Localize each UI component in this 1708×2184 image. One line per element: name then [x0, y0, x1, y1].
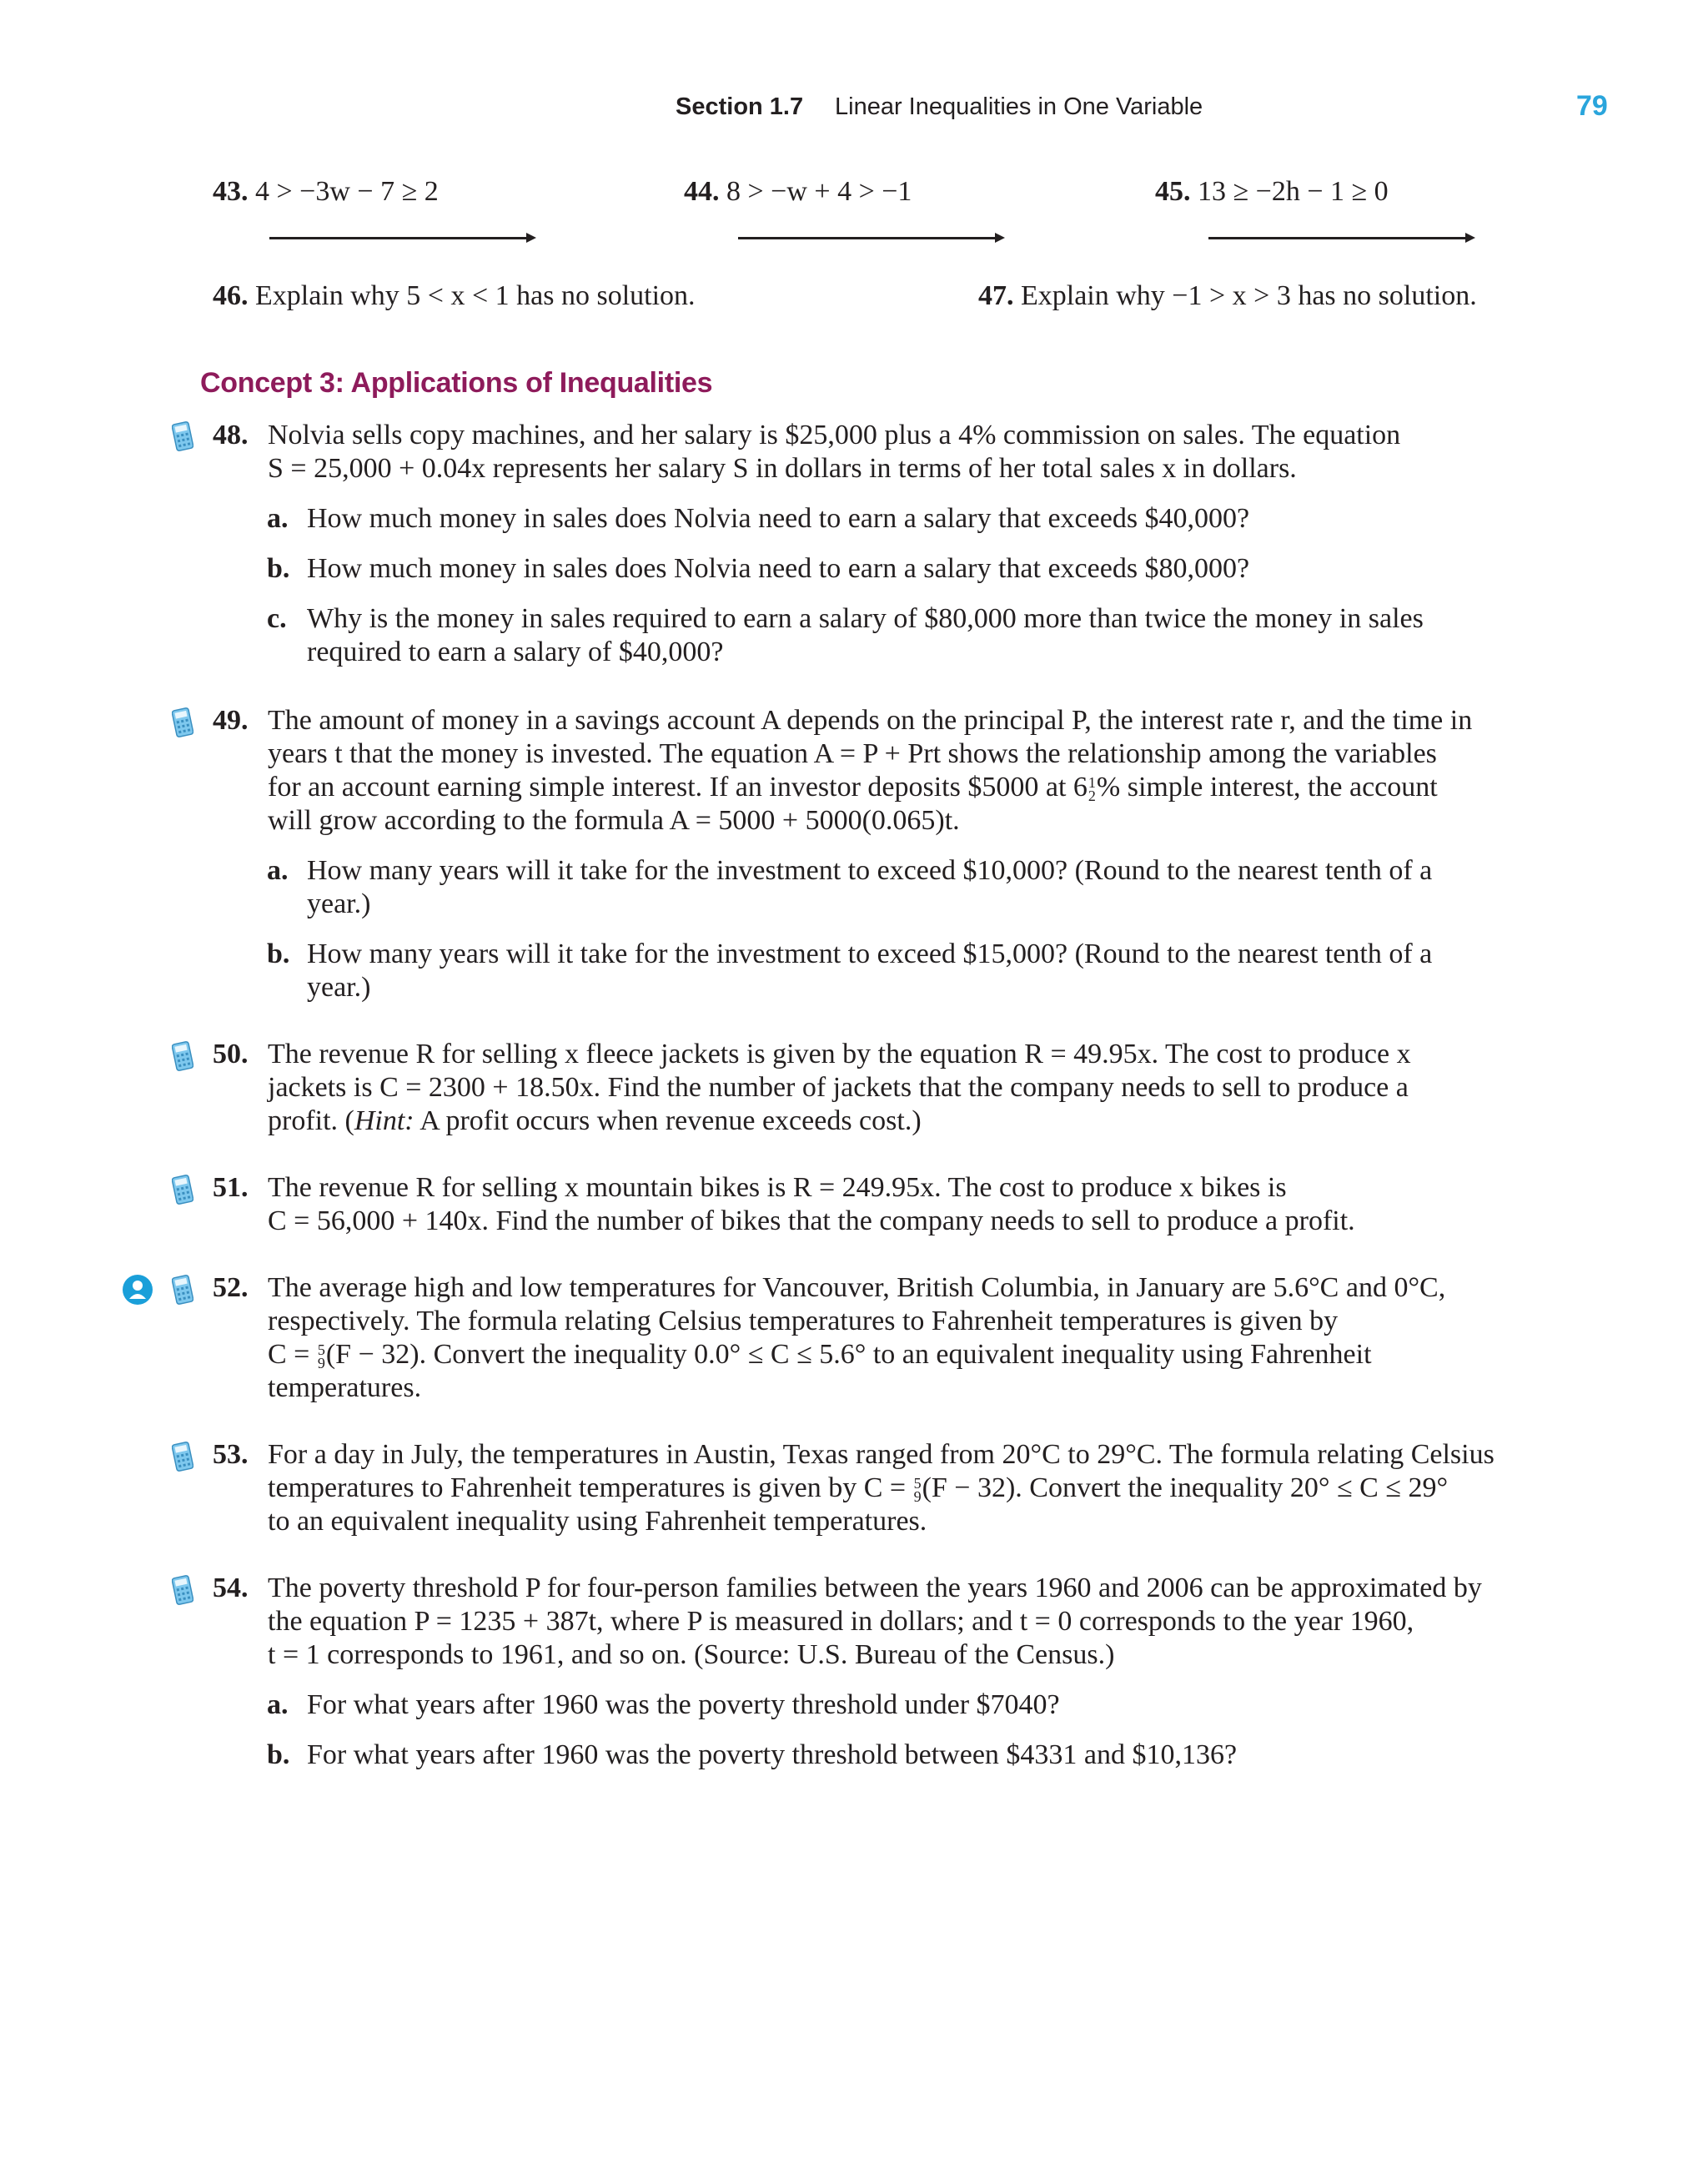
part-text: For what years after 1960 was the poverty threshold under $7040?: [307, 1689, 1060, 1720]
problem-number: 50.: [213, 1039, 249, 1069]
problem-number: 49.: [213, 705, 249, 736]
problem-text: respectively. The formula relating Celsius temperatures to Fahrenheit temperatures is given by: [268, 1306, 1339, 1336]
problem-text: profit. (: [268, 1105, 354, 1136]
part-text: How many years will it take for the investment to exceed $10,000? (Round to the nearest tenth of a: [307, 855, 1433, 886]
part-text: How much money in sales does Nolvia need to earn a salary that exceeds $80,000?: [307, 553, 1250, 584]
exercise-text: Explain why 5 < x < 1 has no solution.: [255, 280, 696, 311]
part-label: b.: [267, 1739, 290, 1770]
problem-text: The amount of money in a savings account A depends on the principal P, the interest rate r, and the time in: [268, 705, 1473, 736]
problem-text: C =: [268, 1339, 317, 1370]
part-text: How many years will it take for the investment to exceed $15,000? (Round to the nearest tenth of a: [307, 939, 1433, 969]
part-text: Why is the money in sales required to earn a salary of $80,000 more than twice the money in sales: [307, 603, 1424, 634]
problem-text: for an account earning simple interest. If an investor deposits $5000 at 6: [268, 772, 1088, 803]
exercise-expression: 4 > −3w − 7 ≥ 2: [255, 176, 439, 207]
problem-number: 51.: [213, 1172, 249, 1203]
problem-text: years t that the money is invested. The equation A = P + Prt shows the relationship among the variables: [268, 738, 1437, 769]
fraction: [318, 1343, 325, 1370]
problem-text: (F − 32). Convert the inequality 20° ≤ C ≤ 29°: [922, 1472, 1449, 1503]
exercise-45: [1155, 175, 1389, 209]
calculator-icon: [172, 421, 193, 451]
exercise-number: 45.: [1155, 176, 1191, 207]
problem-number: 52.: [213, 1272, 249, 1303]
problem-text: C = 56,000 + 140x. Find the number of bikes that the company needs to sell to produce a profit.: [268, 1205, 1355, 1236]
page-number: 79: [1576, 90, 1608, 122]
fraction-denominator: 9: [913, 1488, 922, 1506]
problem-48c: [267, 602, 1614, 669]
problem-text: jackets is C = 2300 + 18.50x. Find the number of jackets that the company needs to sell to produce a: [268, 1072, 1409, 1103]
problem-54: [213, 1572, 1614, 1672]
section-label: Section 1.7: [676, 93, 804, 120]
problem-49b: [267, 938, 1614, 1004]
problem-text: temperatures to Fahrenheit temperatures is given by C =: [268, 1472, 913, 1503]
calculator-icon: [172, 1575, 193, 1605]
part-label: a.: [267, 1689, 289, 1720]
problem-text: A profit occurs when revenue exceeds cost.): [414, 1105, 922, 1136]
hint-label: Hint:: [354, 1105, 414, 1136]
problem-text: S = 25,000 + 0.04x represents her salary S in dollars in terms of her total sales x in dollars.: [268, 453, 1297, 484]
problem-number: 48.: [213, 420, 249, 450]
problem-50: [213, 1038, 1614, 1138]
exercise-number: 47.: [978, 280, 1014, 311]
fraction: [913, 1475, 922, 1506]
exercise-expression: 8 > −w + 4 > −1: [726, 176, 912, 207]
exercise-number: 44.: [684, 176, 720, 207]
problem-54b: [267, 1739, 1614, 1772]
part-text: year.): [307, 972, 371, 1003]
part-text: How much money in sales does Nolvia need to earn a salary that exceeds $40,000?: [307, 503, 1250, 534]
exercise-43: [213, 175, 439, 209]
fraction: [1088, 776, 1096, 803]
problem-49a: [267, 854, 1614, 921]
problem-52: [213, 1271, 1614, 1405]
exercise-text: Explain why −1 > x > 3 has no solution.: [1021, 280, 1477, 311]
concept-heading: Concept 3: Applications of Inequalities: [200, 367, 713, 399]
problem-48: [213, 419, 1614, 486]
problem-54a: [267, 1688, 1614, 1722]
part-label: a.: [267, 503, 289, 534]
exercise-expression: 13 ≥ −2h − 1 ≥ 0: [1198, 176, 1389, 207]
part-label: b.: [267, 553, 290, 584]
exercise-number: 46.: [213, 280, 249, 311]
problem-text: Nolvia sells copy machines, and her salary is $25,000 plus a 4% commission on sales. The equation: [268, 420, 1401, 450]
problem-text: The revenue R for selling x mountain bikes is R = 249.95x. The cost to produce x bikes is: [268, 1172, 1287, 1203]
problem-text: % simple interest, the account: [1096, 772, 1438, 803]
exercise-47: [978, 279, 1477, 313]
problem-53: [213, 1438, 1614, 1538]
fraction-numerator: 5: [913, 1475, 922, 1492]
section-title: Linear Inequalities in One Variable: [835, 93, 1203, 120]
video-icon: [122, 1274, 153, 1306]
problem-text: t = 1 corresponds to 1961, and so on. (Source: U.S. Bureau of the Census.): [268, 1639, 1115, 1670]
part-label: b.: [267, 939, 290, 969]
calculator-icon: [172, 1041, 193, 1071]
problem-text: the equation P = 1235 + 387t, where P is measured in dollars; and t = 0 corresponds to the year 1960,: [268, 1606, 1414, 1637]
problem-text: The poverty threshold P for four-person families between the years 1960 and 2006 can be approximated by: [268, 1573, 1482, 1603]
exercise-number: 43.: [213, 176, 249, 207]
number-line: [738, 237, 998, 239]
calculator-icon: [172, 1275, 193, 1305]
part-text: required to earn a salary of $40,000?: [307, 637, 724, 667]
calculator-icon: [172, 1175, 193, 1205]
part-label: a.: [267, 855, 289, 886]
problem-text: temperatures.: [268, 1372, 422, 1403]
problem-49: [213, 704, 1614, 838]
problem-number: 53.: [213, 1439, 249, 1470]
problem-number: 54.: [213, 1573, 249, 1603]
number-line: [1208, 237, 1469, 239]
problem-text: The average high and low temperatures for Vancouver, British Columbia, in January are 5.6°C and 0°C,: [268, 1272, 1446, 1303]
fraction-numerator: 1: [1088, 774, 1096, 792]
fraction-denominator: 2: [1088, 788, 1096, 805]
problem-51: [213, 1171, 1614, 1238]
exercise-46: [213, 279, 696, 313]
problem-text: to an equivalent inequality using Fahrenheit temperatures.: [268, 1506, 927, 1537]
problem-48b: [267, 552, 1614, 586]
exercise-44: [684, 175, 912, 209]
calculator-icon: [172, 707, 193, 737]
calculator-icon: [172, 1442, 193, 1472]
part-text: year.): [307, 888, 371, 919]
problem-48a: [267, 502, 1614, 536]
problem-text: For a day in July, the temperatures in Austin, Texas ranged from 20°C to 29°C. The formula relating Celsius: [268, 1439, 1494, 1470]
problem-text: will grow according to the formula A = 5000 + 5000(0.065)t.: [268, 805, 960, 836]
part-text: For what years after 1960 was the poverty threshold between $4331 and $10,136?: [307, 1739, 1238, 1770]
fraction-denominator: 9: [317, 1355, 325, 1372]
part-label: c.: [267, 603, 287, 634]
problem-text: The revenue R for selling x fleece jackets is given by the equation R = 49.95x. The cost to produce x: [268, 1039, 1411, 1069]
problem-text: (F − 32). Convert the inequality 0.0° ≤ C ≤ 5.6° to an equivalent inequality using Fahrenheit: [325, 1339, 1372, 1370]
number-line: [269, 237, 530, 239]
fraction-numerator: 5: [317, 1341, 325, 1359]
